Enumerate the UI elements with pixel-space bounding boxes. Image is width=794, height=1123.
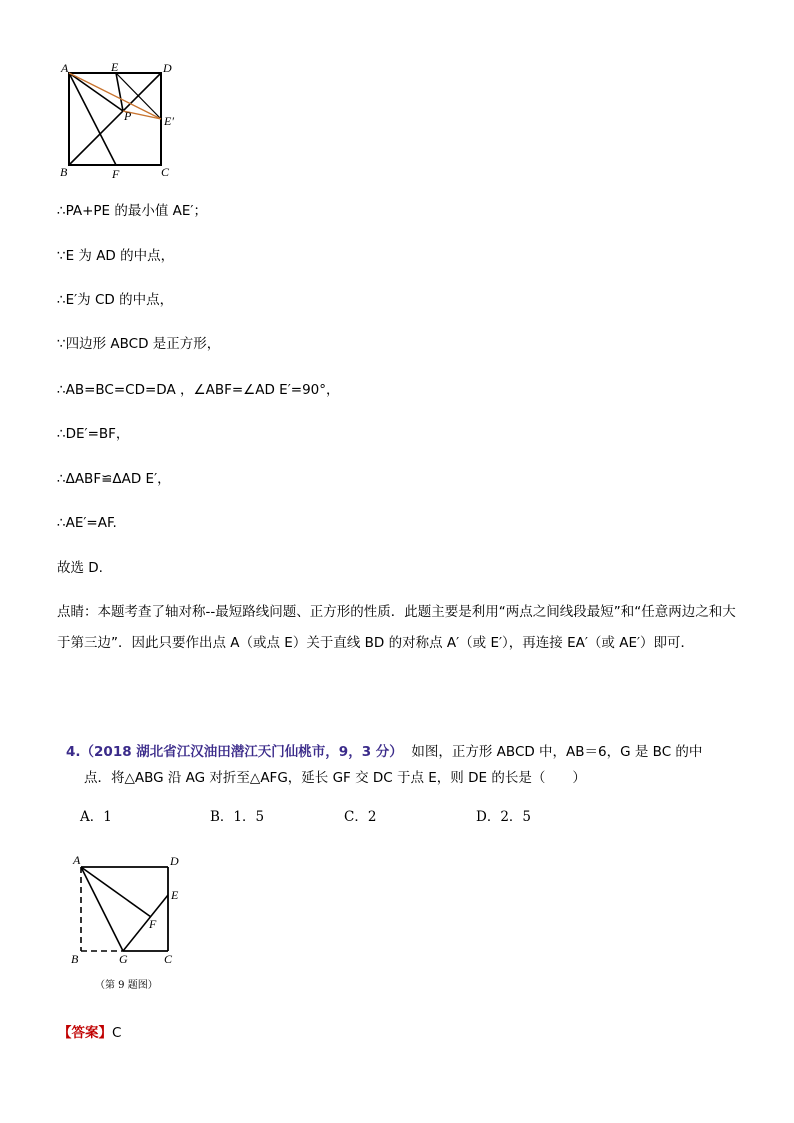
- label-e-prime: E′: [164, 114, 174, 128]
- figure-caption: （第 9 题图）: [95, 980, 158, 991]
- answer-tag: 【答案】: [58, 1025, 112, 1041]
- solution-line-8: ∴AE′=AF.: [57, 515, 117, 531]
- question-4: [66, 739, 746, 791]
- label-a: A: [73, 853, 81, 867]
- figure-square-abcd-reflection: [55, 58, 185, 183]
- solution-line-5: ∴AB=BC=CD=DA ，∠ABF=∠AD E′=90°，: [57, 382, 340, 398]
- segment-ge: [123, 895, 168, 951]
- label-c: C: [164, 952, 173, 966]
- solution-line-1: ∴PA+PE 的最小值 AE′；: [57, 203, 207, 219]
- segment-ap: [69, 73, 123, 111]
- label-d: D: [170, 854, 179, 868]
- segment-ag: [81, 867, 123, 951]
- label-g: G: [119, 952, 128, 966]
- question-text-line2: 点．将△ABG 沿 AG 对折至△AFG，延长 GF 交 DC 于点 E，则 DE 的长是（ ）: [84, 770, 586, 786]
- label-b: B: [60, 165, 68, 179]
- diagonal-bd: [69, 73, 161, 165]
- option-b: B．1．5: [210, 809, 265, 825]
- option-a: A．1: [80, 809, 112, 825]
- solution-line-3: ∴E′为 CD 的中点，: [57, 292, 174, 308]
- label-d: D: [163, 61, 172, 75]
- label-e: E: [111, 60, 119, 74]
- solution-line-2: ∵E 为 AD 的中点，: [57, 248, 175, 264]
- solution-line-9: 故选 D.: [57, 560, 103, 576]
- solution-line-7: ∴ΔABF≌ΔAD E′，: [57, 471, 171, 487]
- label-c: C: [161, 165, 170, 179]
- question-source: （2018 湖北省江汉油田潜江天门仙桃市，9，3 分）: [80, 744, 403, 760]
- label-p: P: [124, 109, 132, 123]
- label-f: F: [112, 167, 120, 181]
- question-text-line1: 如图，正方形 ABCD 中，AB＝6，G 是 BC 的中: [411, 744, 703, 760]
- segment-af: [81, 867, 151, 917]
- label-f: F: [149, 917, 157, 931]
- solution-line-4: ∵四边形 ABCD 是正方形，: [57, 336, 221, 352]
- question-number: 4.: [66, 744, 81, 760]
- solution-line-6: ∴DE′=BF，: [57, 426, 130, 442]
- label-e: E: [171, 888, 179, 902]
- option-d: D．2．5: [476, 809, 532, 825]
- answer-value: C: [112, 1025, 122, 1041]
- comment-paragraph: 点睛：本题考查了轴对称--最短路线问题、正方形的性质．此题主要是利用“两点之间线段最短”和“任意两边之和大于第三边”．因此只要作出点 A（或点 E）关于直线 BD 的对称点 A′（或 E′），再连接 EA′（或 AE′）即可．: [57, 604, 736, 651]
- label-b: B: [71, 952, 79, 966]
- answer-line: [58, 1021, 121, 1041]
- segment-af: [69, 73, 116, 165]
- label-a: A: [61, 61, 69, 75]
- segment-ae-prime: [69, 73, 161, 119]
- figure-fold-square: [62, 850, 192, 975]
- option-c: C．2: [344, 809, 377, 825]
